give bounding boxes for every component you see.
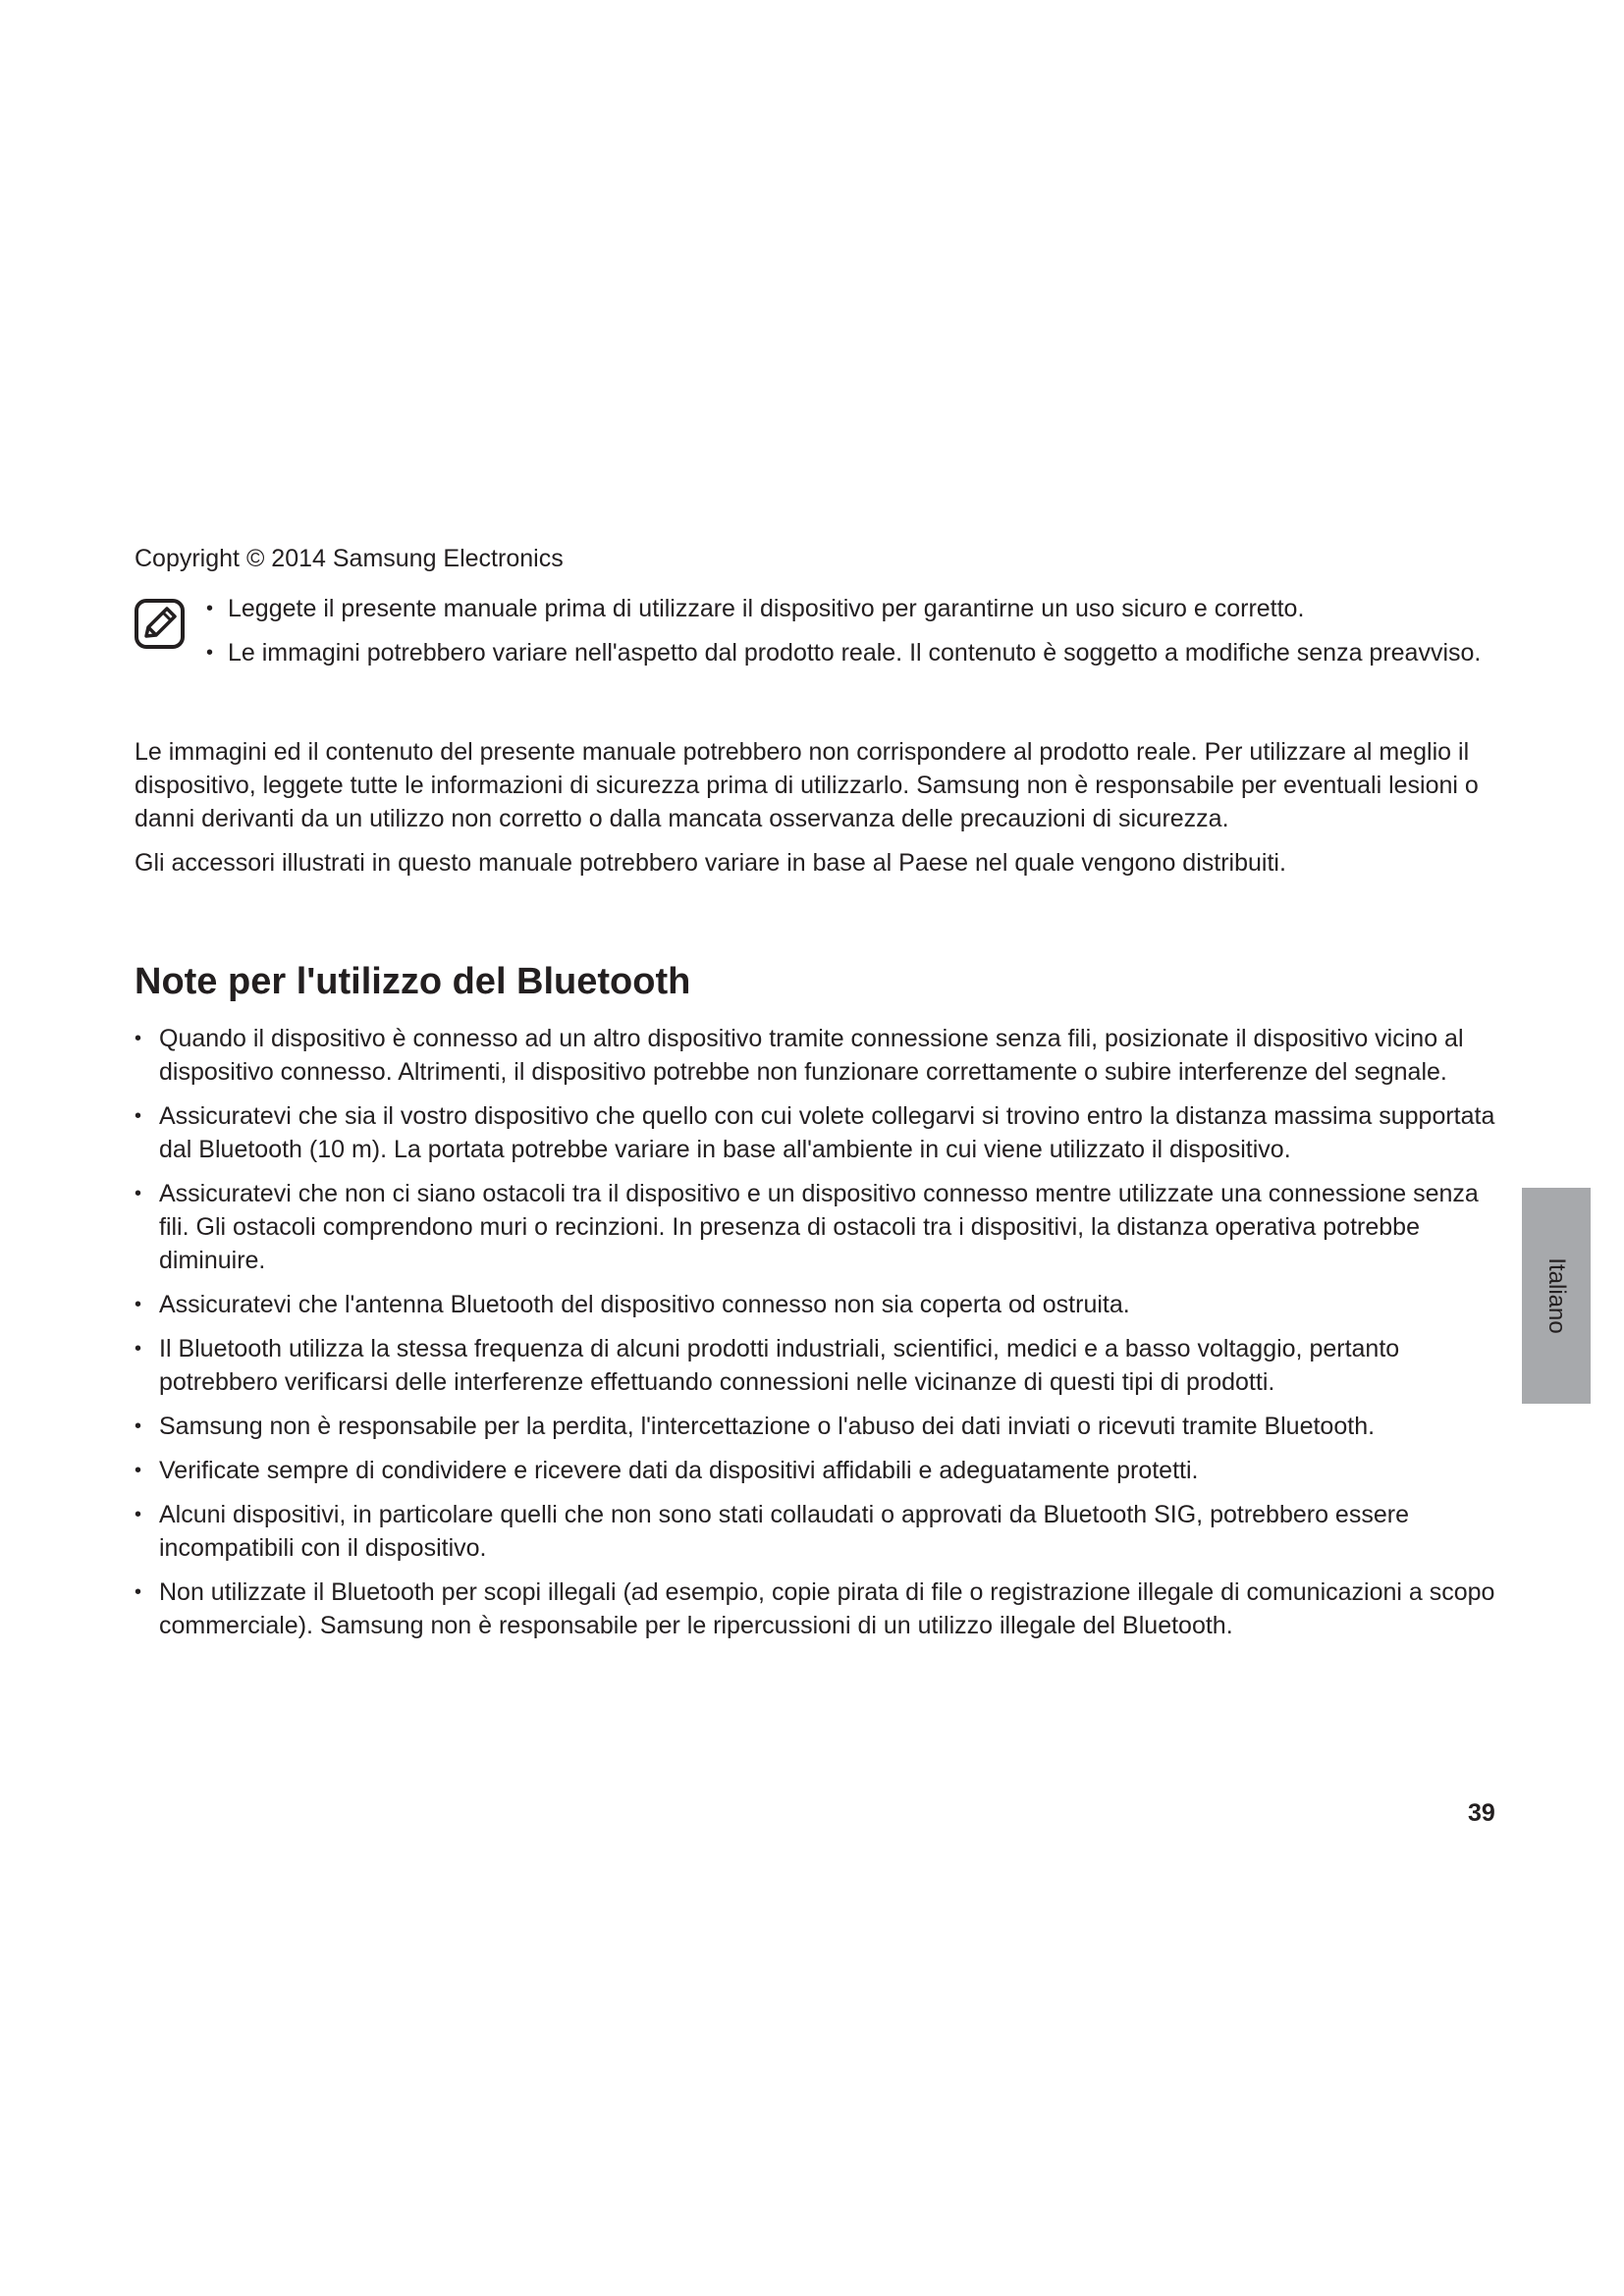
note-list [206,592,1492,680]
section-title: Note per l'utilizzo del Bluetooth [135,961,691,1002]
list-item: • Verificate sempre di condividere e ricevere dati da dispositivi affidabili e adeguatamente protetti. [135,1454,1509,1487]
language-tab [1522,1188,1591,1404]
bluetooth-notes-list [135,1022,1509,1653]
list-item: • Assicuratevi che l'antenna Bluetooth del dispositivo connesso non sia coperta od ostruita. [135,1288,1509,1321]
list-item: • Samsung non è responsabile per la perdita, l'intercettazione o l'abuso dei dati inviati o ricevuti tramite Bluetooth. [135,1410,1509,1443]
list-item: • Assicuratevi che non ci siano ostacoli tra il dispositivo e un dispositivo connesso mentre utilizzate una connessione senza fili. Gli ostacoli comprendono muri o recinzioni. In presenza di ostacoli tra i dispositivi, la distanza operativa potrebbe diminuire. [135,1177,1509,1277]
list-item: • Quando il dispositivo è connesso ad un altro dispositivo tramite connessione senza fili, posizionate il dispositivo vicino al dispositivo connesso. Altrimenti, il dispositivo potrebbe non funzionare correttamente o subire interferenze del segnale. [135,1022,1509,1089]
page-number: 39 [1468,1799,1495,1827]
note-item: • Le immagini potrebbero variare nell'aspetto dal prodotto reale. Il contenuto è soggetto a modifiche senza preavviso. [206,636,1492,669]
intro-paragraph: Le immagini ed il contenuto del presente manuale potrebbero non corrispondere al prodotto reale. Per utilizzare al meglio il dispositivo, leggete tutte le informazioni di sicurezza prima di utilizzarlo. Samsung non è responsabile per eventuali lesioni o danni derivanti da un utilizzo non corretto o dalla mancata osservanza delle precauzioni di sicurezza. [135,738,1479,832]
list-item: • Alcuni dispositivi, in particolare quelli che non sono stati collaudati o approvati da Bluetooth SIG, potrebbero essere incompatibili con il dispositivo. [135,1498,1509,1565]
note-item: • Leggete il presente manuale prima di utilizzare il dispositivo per garantirne un uso sicuro e corretto. [206,592,1492,625]
intro-text [135,735,1499,890]
list-item: • Il Bluetooth utilizza la stessa frequenza di alcuni prodotti industriali, scientifici, medici e a basso voltaggio, pertanto potrebbero verificarsi delle interferenze effettuando connessioni nelle vicinanze di questi tipi di prodotti. [135,1332,1509,1399]
copyright-notice: Copyright © 2014 Samsung Electronics [135,545,564,572]
list-item: • Non utilizzate il Bluetooth per scopi illegali (ad esempio, copie pirata di file o registrazione illegale di comunicazioni a scopo commerciale). Samsung non è responsabile per le ripercussioni di un utilizzo illegale del Bluetooth. [135,1575,1509,1642]
list-item: • Assicuratevi che sia il vostro dispositivo che quello con cui volete collegarvi si trovino entro la distanza massima supportata dal Bluetooth (10 m). La portata potrebbe variare in base all'ambiente in cui viene utilizzato il dispositivo. [135,1099,1509,1166]
note-pencil-icon [133,597,187,651]
intro-paragraph: Gli accessori illustrati in questo manuale potrebbero variare in base al Paese nel quale vengono distribuiti. [135,849,1286,877]
language-tab-label: Italiano [1543,1257,1570,1334]
